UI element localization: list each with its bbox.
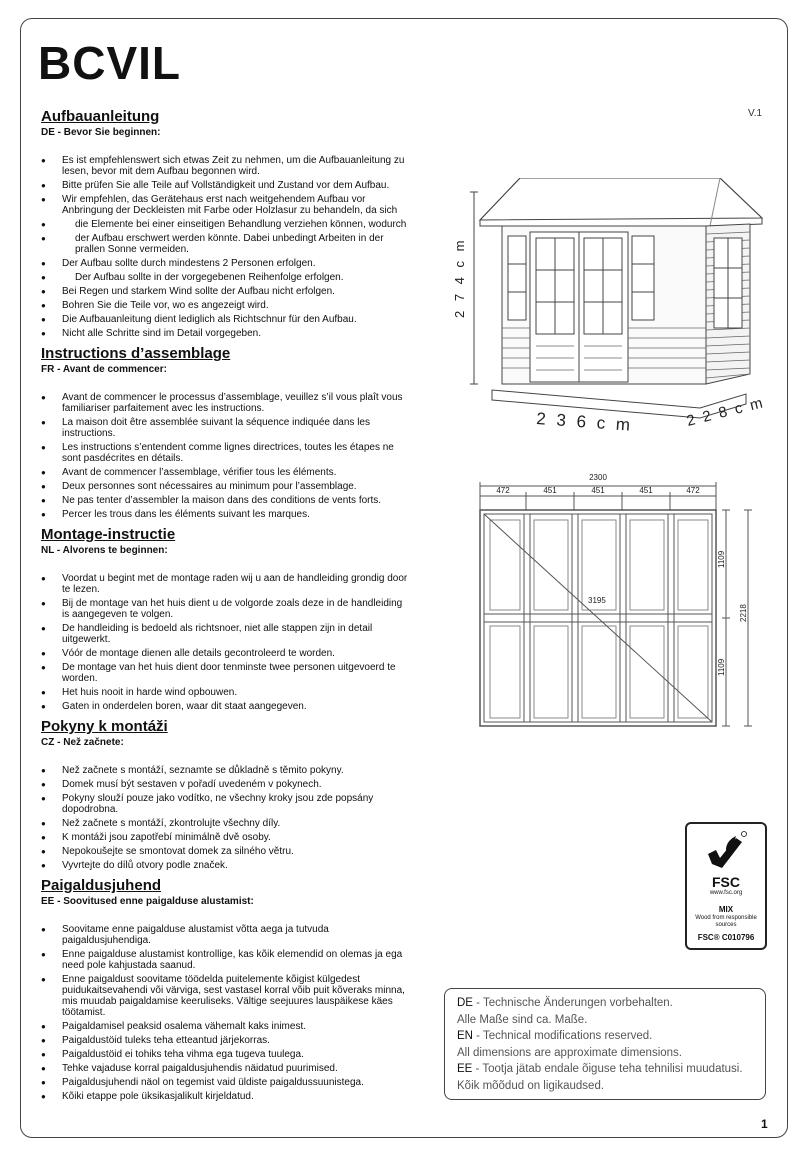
notice-text: All dimensions are approximate dimensions. bbox=[457, 1046, 682, 1059]
list-item: ● De montage van het huis dient door tenminste twee personen uitgevoerd te worden. bbox=[41, 662, 409, 684]
list-item: ● Avant de commencer l’assemblage, vérifier tous les éléments. bbox=[41, 467, 409, 478]
bullet-list bbox=[41, 573, 409, 712]
section-fr bbox=[41, 345, 409, 520]
list-item: ● Bitte prüfen Sie alle Teile auf Vollständigkeit und Zustand vor dem Aufbau. bbox=[41, 180, 409, 191]
list-item: ● Kõiki etappe pole üksikasjalikult kirjeldatud. bbox=[41, 1091, 409, 1102]
list-item: ● Gaten in onderdelen boren, waar dit staat aangegeven. bbox=[41, 701, 409, 712]
list-item: ● Die Aufbauanleitung dient lediglich als Richtschnur für den Aufbau. bbox=[41, 314, 409, 325]
fsc-tree-check-icon bbox=[702, 830, 750, 874]
fsc-certification-label bbox=[685, 822, 767, 950]
notice-line bbox=[457, 1078, 753, 1095]
fsc-license-code: FSC® C010796 bbox=[697, 933, 755, 942]
list-item: ● Než začnete s montáží, zkontrolujte všechny díly. bbox=[41, 818, 409, 829]
version-label: V.1 bbox=[748, 108, 763, 119]
frame-segment-2: 451 bbox=[543, 486, 557, 495]
list-item: ● Avant de commencer le processus d’assemblage, veuillez s’il vous plaît vous familiariser parfaitement avec les instructions. bbox=[41, 392, 409, 414]
notice-line bbox=[457, 1028, 753, 1045]
notice-line bbox=[457, 995, 753, 1012]
list-item: ● Percer les trous dans les éléments suivant les marques. bbox=[41, 509, 409, 520]
bullet-list bbox=[41, 155, 409, 339]
list-item: ● Vyvrtejte do dílů otvory podle značek. bbox=[41, 860, 409, 871]
dimension-depth: 2 2 8 c m bbox=[684, 394, 767, 430]
frame-total-height: 2218 bbox=[739, 604, 748, 622]
bullet-list bbox=[41, 765, 409, 871]
list-item: ● Tehke vajaduse korral paigaldusjuhendis näidatud puurimised. bbox=[41, 1063, 409, 1074]
list-item: ● Paigaldustöid ei tohiks teha vihma ega tugeva tuulega. bbox=[41, 1049, 409, 1060]
shed-illustration bbox=[450, 178, 770, 443]
brand-logo: BCVIL bbox=[38, 37, 181, 89]
list-item: ● Les instructions s’entendent comme lignes directrices, toutes les étapes ne sont pasdécrites en détails. bbox=[41, 442, 409, 464]
notice-lang-code: EN bbox=[457, 1030, 473, 1042]
section-subheading: NL - Alvorens te beginnen: bbox=[41, 545, 168, 556]
fsc-url: www.fsc.org bbox=[709, 890, 743, 896]
wall-frame-drawing bbox=[470, 470, 760, 740]
list-item: ● Enne paigaldust soovitame töödelda puitelemente kõigist külgedest puidukaitsevahendi või värviga, sest vastasel korral võib puit kõveraks minna, mis muudab paigaldamise keeruliseks. Vältige seejuures lauspäikese käes töötamist. bbox=[41, 974, 409, 1018]
section-de bbox=[41, 108, 409, 339]
section-cz bbox=[41, 718, 409, 871]
list-item: ● De handleiding is bedoeld als richtsnoer, niet alle stappen zijn in detail uitgewerkt. bbox=[41, 623, 409, 645]
list-item: ● Nicht alle Schritte sind im Detail vorgegeben. bbox=[41, 328, 409, 339]
notice-line bbox=[457, 1012, 753, 1029]
list-item: ● Der Aufbau sollte in der vorgegebenen Reihenfolge erfolgen. bbox=[41, 272, 409, 283]
disclaimer-box bbox=[444, 988, 766, 1100]
list-item: ● Domek musí být sestaven v pořadí uvedeném v pokynech. bbox=[41, 779, 409, 790]
section-ee bbox=[41, 877, 409, 1102]
list-item: ● die Elemente bei einer einseitigen Behandlung verziehen können, wodurch bbox=[41, 219, 409, 230]
frame-total-width: 2300 bbox=[589, 473, 607, 482]
instructions-column bbox=[41, 108, 409, 1108]
section-subheading: EE - Soovitused enne paigalduse alustamist: bbox=[41, 896, 254, 907]
frame-lower-height: 1109 bbox=[717, 658, 726, 676]
section-heading: Pokyny k montáži bbox=[41, 718, 168, 735]
frame-upper-height: 1109 bbox=[717, 550, 726, 568]
fsc-mix: MIX bbox=[718, 905, 734, 914]
list-item: ● Es ist empfehlenswert sich etwas Zeit zu nehmen, um die Aufbauanleitung zu lesen, bevor mit dem Aufbau begonnen wird. bbox=[41, 155, 409, 177]
frame-segment-1: 472 bbox=[496, 486, 510, 495]
section-subheading: FR - Avant de commencer: bbox=[41, 364, 167, 375]
list-item: ● Bij de montage van het huis dient u de volgorde zoals deze in de handleiding is aangegeven te volgen. bbox=[41, 598, 409, 620]
list-item: ● Bohren Sie die Teile vor, wo es angezeigt wird. bbox=[41, 300, 409, 311]
notice-lang-code: DE bbox=[457, 997, 473, 1009]
list-item: ● Der Aufbau sollte durch mindestens 2 Personen erfolgen. bbox=[41, 258, 409, 269]
frame-segment-5: 472 bbox=[686, 486, 700, 495]
list-item: ● Het huis nooit in harde wind opbouwen. bbox=[41, 687, 409, 698]
notice-line bbox=[457, 1045, 753, 1062]
section-subheading: CZ - Než začnete: bbox=[41, 737, 124, 748]
notice-text: Kõik mõõdud on ligikaudsed. bbox=[457, 1079, 605, 1092]
list-item: ● Paigaldamisel peaksid osalema vähemalt kaks inimest. bbox=[41, 1021, 409, 1032]
list-item: ● La maison doit être assemblée suivant la séquence indiquée dans les instructions. bbox=[41, 417, 409, 439]
notice-lang-code: EE bbox=[457, 1063, 473, 1075]
list-item: ● Voordat u begint met de montage raden wij u aan de handleiding grondig door te lezen. bbox=[41, 573, 409, 595]
section-nl bbox=[41, 526, 409, 712]
list-item: ● Vóór de montage dienen alle details gecontroleerd te worden. bbox=[41, 648, 409, 659]
frame-diagonal: 3195 bbox=[588, 596, 606, 605]
notice-text: - Technical modifications reserved. bbox=[472, 1030, 653, 1042]
notice-text: - Technische Änderungen vorbehalten. bbox=[472, 997, 673, 1009]
page-number: 1 bbox=[761, 1117, 768, 1131]
fsc-description: Wood from responsible sources bbox=[695, 915, 757, 928]
section-subheading: DE - Bevor Sie beginnen: bbox=[41, 127, 161, 138]
list-item: ● der Aufbau erschwert werden könnte. Dabei unbedingt Arbeiten in der prallen Sonne vermeiden. bbox=[41, 233, 409, 255]
list-item: ● Paigaldusjuhendi näol on tegemist vaid üldiste paigaldussuunistega. bbox=[41, 1077, 409, 1088]
notice-text: - Tootja jätab endale õiguse teha tehnilisi muudatusi. bbox=[472, 1063, 743, 1075]
section-heading: Instructions d’assemblage bbox=[41, 345, 231, 362]
list-item: ● Soovitame enne paigalduse alustamist võtta aega ja tutvuda paigaldusjuhendiga. bbox=[41, 924, 409, 946]
list-item: ● Než začnete s montáží, seznamte se důkladně s těmito pokyny. bbox=[41, 765, 409, 776]
section-heading: Aufbauanleitung bbox=[41, 108, 160, 125]
frame-segment-4: 451 bbox=[639, 486, 653, 495]
list-item: ● Wir empfehlen, das Gerätehaus erst nach weitgehendem Aufbau vor Anbringung der Deckleisten mit Farbe oder Holzlasur zu behandeln, da sich bbox=[41, 194, 409, 216]
list-item: ● Pokyny slouží pouze jako vodítko, ne všechny kroky jsou zde popsány dopodrobna. bbox=[41, 793, 409, 815]
list-item: ● K montáži jsou zapotřebí minimálně dvě osoby. bbox=[41, 832, 409, 843]
list-item: ● Enne paigalduse alustamist kontrollige, kas kõik elemendid on olemas ja ega need pole kahjustada saanud. bbox=[41, 949, 409, 971]
dimension-width: 2 3 6 c m bbox=[535, 409, 634, 435]
notice-line bbox=[457, 1061, 753, 1078]
list-item: ● Nepokoušejte se smontovat domek za silného větru. bbox=[41, 846, 409, 857]
list-item: ● Paigaldustöid tuleks teha etteantud järjekorras. bbox=[41, 1035, 409, 1046]
bullet-list bbox=[41, 924, 409, 1102]
notice-text: Alle Maße sind ca. Maße. bbox=[457, 1013, 588, 1026]
list-item: ● Deux personnes sont nécessaires au minimum pour l’assemblage. bbox=[41, 481, 409, 492]
fsc-name: FSC bbox=[712, 874, 740, 890]
section-heading: Paigaldusjuhend bbox=[41, 877, 162, 894]
section-heading: Montage-instructie bbox=[41, 526, 176, 543]
list-item: ● Bei Regen und starkem Wind sollte der Aufbau nicht erfolgen. bbox=[41, 286, 409, 297]
bullet-list bbox=[41, 392, 409, 520]
dimension-height-text: 2 7 4 c m bbox=[452, 237, 467, 318]
frame-segment-3: 451 bbox=[591, 486, 605, 495]
list-item: ● Ne pas tenter d’assembler la maison dans des conditions de vents forts. bbox=[41, 495, 409, 506]
